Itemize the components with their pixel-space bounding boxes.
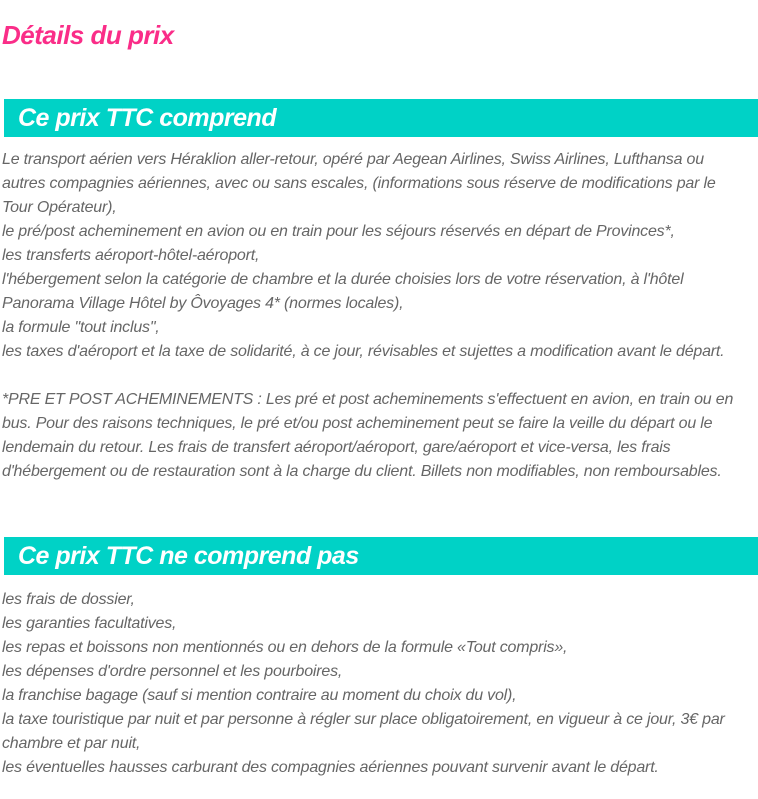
pre-post-note-wrap: [0, 388, 758, 484]
section-excluded-header: Ce prix TTC ne comprend pas: [4, 537, 758, 575]
section-price-excluded: [0, 537, 758, 780]
price-included-line: le pré/post acheminement en avion ou en train pour les séjours réservés en départ de Provinces*,: [2, 223, 675, 240]
price-excluded-line: les garanties facultatives,: [2, 615, 177, 632]
section-included-header: Ce prix TTC comprend: [4, 99, 758, 137]
price-included-line: les transferts aéroport-hôtel-aéroport,: [2, 247, 260, 264]
price-included-line: la formule "tout inclus",: [2, 319, 160, 336]
price-excluded-line: les dépenses d'ordre personnel et les pourboires,: [2, 663, 343, 680]
price-excluded-line: la taxe touristique par nuit et par personne à régler sur place obligatoirement, en vigueur à ce jour, 3€ par chambre et par nuit,: [2, 711, 725, 752]
price-excluded-line: les frais de dossier,: [2, 591, 135, 608]
price-included-line: l'hébergement selon la catégorie de chambre et la durée choisies lors de votre réservation, à l'hôtel Panorama Village Hôtel by Ôvoyages 4* (normes locales),: [2, 271, 684, 312]
price-excluded-line: les repas et boissons non mentionnés ou en dehors de la formule «Tout compris»,: [2, 639, 568, 656]
page-title: Détails du prix: [2, 20, 174, 50]
section-included-lines: [0, 137, 758, 364]
price-details-page: [0, 20, 758, 799]
price-included-line: les taxes d'aéroport et la taxe de solidarité, à ce jour, révisables et sujettes a modification avant le départ.: [2, 343, 725, 360]
price-excluded-line: les éventuelles hausses carburant des compagnies aériennes pouvant survenir avant le départ.: [2, 759, 659, 776]
price-included-line: Le transport aérien vers Héraklion aller-retour, opéré par Aegean Airlines, Swiss Airlines, Lufthansa ou autres compagnies aériennes, avec ou sans escales, (informations sous réserve de modifications par le Tour Opérateur),: [2, 151, 716, 216]
section-price-included: [0, 99, 758, 484]
price-excluded-line: la franchise bagage (sauf si mention contraire au moment du choix du vol),: [2, 687, 517, 704]
pre-post-acheminements-note: *PRE ET POST ACHEMINEMENTS : Les pré et post acheminements s'effectuent en avion, en train ou en bus. Pour des raisons techniques, le pré et/ou post acheminement peut se faire la veille du départ ou le lendemain du retour. Les frais de transfert aéroport/aéroport, gare/aéroport et vice-versa, les frais d'hébergement ou de restauration sont à la charge du client. Billets non modifiables, non remboursables.: [2, 391, 734, 480]
section-excluded-lines: [0, 575, 758, 780]
